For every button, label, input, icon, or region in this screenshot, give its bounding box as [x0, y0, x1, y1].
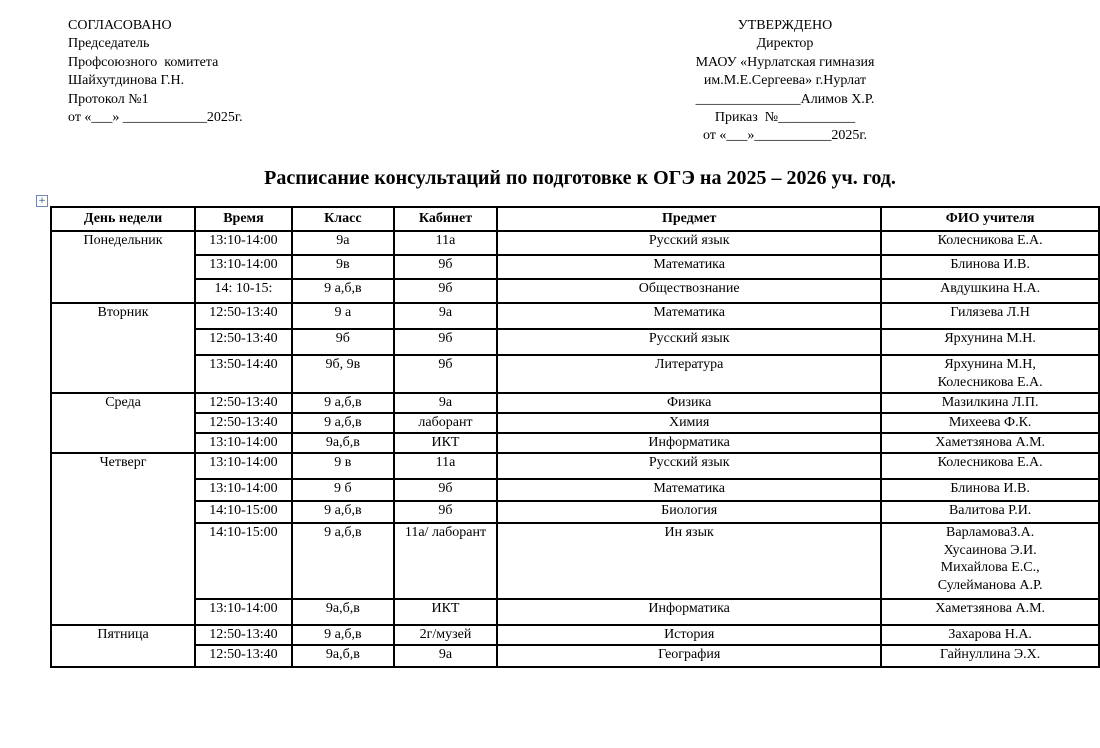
schedule-table: [50, 206, 1100, 668]
cell-day: [51, 329, 195, 355]
table-row: [51, 355, 1099, 393]
cell-subject: История: [497, 625, 881, 645]
cell-class: 9а,б,в: [292, 645, 394, 667]
cell-teacher: [881, 501, 1099, 523]
teacher-name: Сулейманова А.Р.: [937, 577, 1043, 593]
header-class: Класс: [292, 207, 394, 231]
teacher-name: Гилязева Л.Н: [950, 305, 1030, 320]
header-subject: Предмет: [497, 207, 881, 231]
table-row: [51, 329, 1099, 355]
header-day: День недели: [51, 207, 195, 231]
teacher-name: Ярхунина М.Н.: [944, 331, 1036, 346]
cell-teacher: [881, 303, 1099, 329]
cell-class: 9 в: [292, 453, 394, 479]
cell-time: 14:10-15:00: [195, 523, 292, 599]
cell-subject: Математика: [497, 479, 881, 501]
approval-right-position: Директор: [756, 36, 814, 52]
cell-subject: Биология: [497, 501, 881, 523]
teacher-name: Колесникова Е.А.: [937, 455, 1043, 470]
table-row: [51, 599, 1099, 625]
cell-teacher: [881, 479, 1099, 501]
cell-time: 13:50-14:40: [195, 355, 292, 393]
header-teacher: ФИО учителя: [881, 207, 1099, 231]
cell-time: 12:50-13:40: [195, 329, 292, 355]
teacher-name: Хусаинова Э.И.: [943, 542, 1037, 558]
teacher-name: Колесникова Е.А.: [937, 374, 1043, 390]
approval-right-order: Приказ №___________: [714, 110, 856, 126]
cell-room: 9б: [394, 501, 497, 523]
teacher-name: Блинова И.В.: [950, 481, 1030, 496]
cell-day: Пятница: [51, 625, 195, 645]
cell-day: [51, 355, 195, 393]
approval-block-left: [68, 17, 243, 127]
cell-room: ИКТ: [394, 433, 497, 453]
cell-teacher: [881, 255, 1099, 279]
table-move-handle-icon[interactable]: +: [36, 195, 48, 207]
cell-subject: Информатика: [497, 599, 881, 625]
cell-day: Среда: [51, 393, 195, 413]
page-title: Расписание консультаций по подготовке к ОГЭ на 2025 – 2026 уч. год.: [264, 167, 896, 189]
cell-room: 9а: [394, 303, 497, 329]
teacher-name: Колесникова Е.А.: [937, 233, 1043, 248]
cell-day: [51, 279, 195, 303]
cell-day: [51, 501, 195, 523]
cell-subject: Математика: [497, 255, 881, 279]
cell-subject: Литература: [497, 355, 881, 393]
table-row: [51, 303, 1099, 329]
cell-teacher: [881, 393, 1099, 413]
cell-class: 9а,б,в: [292, 599, 394, 625]
teacher-name: Хаметзянова А.М.: [935, 601, 1046, 616]
cell-time: 12:50-13:40: [195, 645, 292, 667]
cell-teacher: [881, 625, 1099, 645]
cell-day: [51, 523, 195, 599]
header-time: Время: [195, 207, 292, 231]
cell-room: ИКТ: [394, 599, 497, 625]
cell-subject: Математика: [497, 303, 881, 329]
teacher-name: ВарламоваЗ.А.: [946, 525, 1035, 540]
approval-right-heading: УТВЕРЖДЕНО: [737, 18, 833, 33]
table-row: [51, 645, 1099, 667]
teacher-name: Михайлова Е.С.,: [940, 560, 1040, 575]
cell-teacher: [881, 523, 1099, 599]
teacher-name: Захарова Н.А.: [948, 627, 1032, 642]
cell-time: 13:10-14:00: [195, 255, 292, 279]
cell-class: 9а: [292, 231, 394, 255]
cell-class: 9 а,б,в: [292, 523, 394, 599]
cell-room: 11а: [394, 453, 497, 479]
approval-left-committee: Профсоюзного комитета: [68, 54, 219, 70]
approval-left-heading: СОГЛАСОВАНО: [68, 18, 172, 33]
cell-subject: Русский язык: [497, 231, 881, 255]
teacher-name: Валитова Р.И.: [948, 503, 1032, 518]
cell-teacher: [881, 231, 1099, 255]
cell-time: 12:50-13:40: [195, 625, 292, 645]
cell-time: 14: 10-15:: [195, 279, 292, 303]
cell-class: 9 а,б,в: [292, 625, 394, 645]
cell-time: 13:10-14:00: [195, 599, 292, 625]
cell-day: [51, 645, 195, 667]
teacher-name: Авдушкина Н.А.: [940, 281, 1041, 296]
cell-time: 13:10-14:00: [195, 433, 292, 453]
cell-day: [51, 433, 195, 453]
cell-class: 9 а,б,в: [292, 413, 394, 433]
table-row: [51, 479, 1099, 501]
table-row: [51, 279, 1099, 303]
approval-block-right: [600, 17, 970, 146]
cell-day: Понедельник: [51, 231, 195, 255]
cell-day: Вторник: [51, 303, 195, 329]
cell-subject: Физика: [497, 393, 881, 413]
cell-teacher: [881, 355, 1099, 393]
cell-time: 13:10-14:00: [195, 453, 292, 479]
cell-class: 9 а,б,в: [292, 279, 394, 303]
cell-time: 13:10-14:00: [195, 479, 292, 501]
teacher-name: Хаметзянова А.М.: [935, 435, 1046, 450]
cell-time: 12:50-13:40: [195, 303, 292, 329]
cell-room: 9б: [394, 279, 497, 303]
cell-day: [51, 599, 195, 625]
cell-room: 9б: [394, 479, 497, 501]
teacher-name: Ярхунина М.Н,: [944, 357, 1036, 372]
cell-class: 9 а,б,в: [292, 501, 394, 523]
cell-room: 11а: [394, 231, 497, 255]
cell-time: 12:50-13:40: [195, 413, 292, 433]
approval-left-position: Председатель: [68, 36, 150, 52]
table-row: [51, 625, 1099, 645]
cell-subject: Информатика: [497, 433, 881, 453]
table-row: [51, 501, 1099, 523]
table-row: [51, 453, 1099, 479]
cell-room: 9б: [394, 329, 497, 355]
table-row: [51, 523, 1099, 599]
cell-class: 9 а,б,в: [292, 393, 394, 413]
cell-teacher: [881, 329, 1099, 355]
cell-day: Четверг: [51, 453, 195, 479]
cell-room: 11а/ лаборант: [394, 523, 497, 599]
cell-teacher: [881, 453, 1099, 479]
cell-class: 9а,б,в: [292, 433, 394, 453]
table-header-row: [51, 207, 1099, 231]
table-row: [51, 231, 1099, 255]
cell-teacher: [881, 645, 1099, 667]
cell-class: 9в: [292, 255, 394, 279]
cell-class: 9б: [292, 329, 394, 355]
approval-right-date: от «___»___________2025г.: [702, 128, 868, 144]
cell-room: 9а: [394, 645, 497, 667]
cell-class: 9 б: [292, 479, 394, 501]
teacher-name: Гайнуллина Э.Х.: [939, 647, 1041, 662]
cell-room: 9б: [394, 255, 497, 279]
header-room: Кабинет: [394, 207, 497, 231]
cell-teacher: [881, 413, 1099, 433]
table-row: [51, 433, 1099, 453]
cell-time: 12:50-13:40: [195, 393, 292, 413]
approval-left-protocol: Протокол №1: [68, 91, 149, 107]
approval-left-date: от «___» ____________2025г.: [68, 110, 243, 126]
cell-subject: География: [497, 645, 881, 667]
cell-subject: Русский язык: [497, 453, 881, 479]
cell-day: [51, 413, 195, 433]
cell-room: 2г/музей: [394, 625, 497, 645]
teacher-name: Михеева Ф.К.: [948, 415, 1032, 430]
cell-day: [51, 255, 195, 279]
approval-right-org-2: им.М.Е.Сергеева» г.Нурлат: [703, 73, 867, 89]
cell-teacher: [881, 433, 1099, 453]
table-row: [51, 413, 1099, 433]
cell-subject: Ин язык: [497, 523, 881, 599]
cell-day: [51, 479, 195, 501]
approval-right-org: МАОУ «Нурлатская гимназия: [695, 54, 875, 70]
table-row: [51, 255, 1099, 279]
teacher-name: Мазилкина Л.П.: [941, 395, 1039, 410]
cell-time: 14:10-15:00: [195, 501, 292, 523]
teacher-name: Блинова И.В.: [950, 257, 1030, 272]
cell-room: лаборант: [394, 413, 497, 433]
cell-room: 9а: [394, 393, 497, 413]
table-row: [51, 393, 1099, 413]
cell-class: 9б, 9в: [292, 355, 394, 393]
cell-teacher: [881, 599, 1099, 625]
cell-room: 9б: [394, 355, 497, 393]
cell-class: 9 а: [292, 303, 394, 329]
cell-time: 13:10-14:00: [195, 231, 292, 255]
cell-subject: Обществознание: [497, 279, 881, 303]
cell-teacher: [881, 279, 1099, 303]
approval-left-name: Шайхутдинова Г.Н.: [68, 73, 185, 89]
cell-subject: Русский язык: [497, 329, 881, 355]
approval-right-signature: _______________Алимов Х.Р.: [695, 91, 875, 107]
cell-subject: Химия: [497, 413, 881, 433]
